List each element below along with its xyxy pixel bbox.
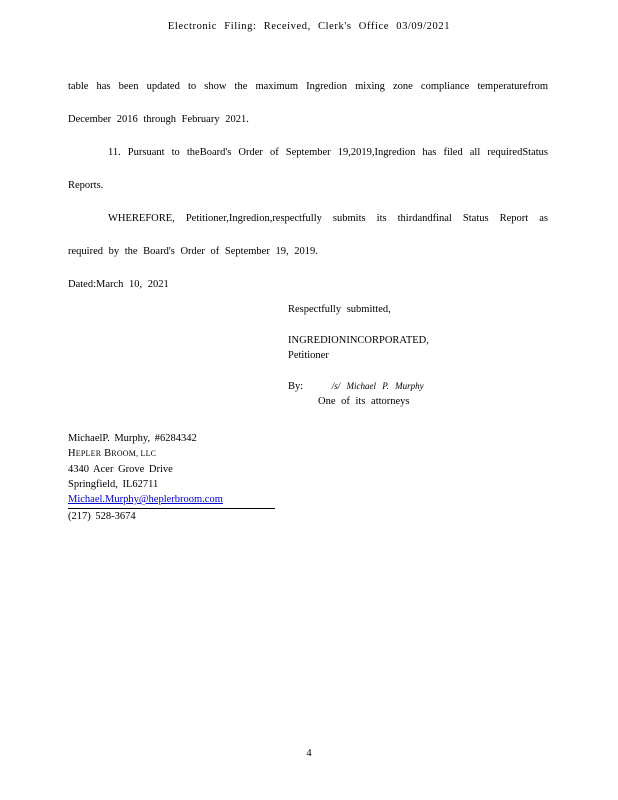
street-address-line: 4340 Acer Grove Drive bbox=[68, 463, 173, 475]
email-link[interactable]: Michael.Murphy@heplerbroom.com bbox=[68, 492, 275, 509]
firm-suffix: , LLC bbox=[136, 449, 157, 459]
petitioner-role-line: Petitioner bbox=[288, 350, 329, 361]
page-number: 4 bbox=[306, 748, 312, 759]
firm-name-line bbox=[68, 446, 368, 461]
document-body bbox=[68, 70, 548, 301]
one-of-its-attorneys-line: One of its attorneys bbox=[318, 396, 410, 407]
attorney-name-line: MichaelP. Murphy, #6284342 bbox=[68, 433, 197, 444]
attorney-address-block bbox=[68, 431, 368, 524]
paragraph-wherefore: WHEREFORE, Petitioner,Ingredion,respectfully submits its thirdandfinal Status Report as required by the Board's Order of September 19, 2019. bbox=[68, 213, 548, 257]
signature-text: /s/ Michael P. Murphy bbox=[331, 380, 424, 391]
efiling-header-stamp: Electronic Filing: Received, Clerk's Office 03/09/2021 bbox=[167, 21, 451, 32]
company-name-line: INGREDIONINCORPORATED, bbox=[288, 334, 429, 346]
phone-line: (217) 528-3674 bbox=[68, 511, 136, 523]
paragraph-dated: Dated:March 10, 2021 bbox=[68, 279, 169, 290]
paragraph-11: 11. Pursuant to theBoard's Order of September 19,2019,Ingredion has filed all requiredStatus Reports. bbox=[68, 147, 548, 191]
respectfully-submitted-line: Respectfully submitted, bbox=[288, 304, 391, 315]
firm-first-rest: EPLER bbox=[75, 449, 102, 459]
signature-spacer-2 bbox=[288, 364, 588, 379]
email-line-wrapper bbox=[68, 492, 368, 509]
city-state-zip-line: Springfield, IL62711 bbox=[68, 478, 159, 490]
by-line bbox=[288, 379, 588, 395]
firm-second-rest: ROOM bbox=[111, 449, 137, 459]
signature-block bbox=[288, 302, 588, 410]
by-label: By: bbox=[288, 380, 304, 392]
signature-spacer bbox=[288, 318, 588, 333]
firm-first-cap: H bbox=[68, 448, 76, 460]
paragraph-continued: table has been updated to show the maximum Ingredion mixing zone compliance temperaturefrom December 2016 through February 2021. bbox=[68, 81, 548, 125]
firm-second-cap: B bbox=[104, 448, 112, 460]
